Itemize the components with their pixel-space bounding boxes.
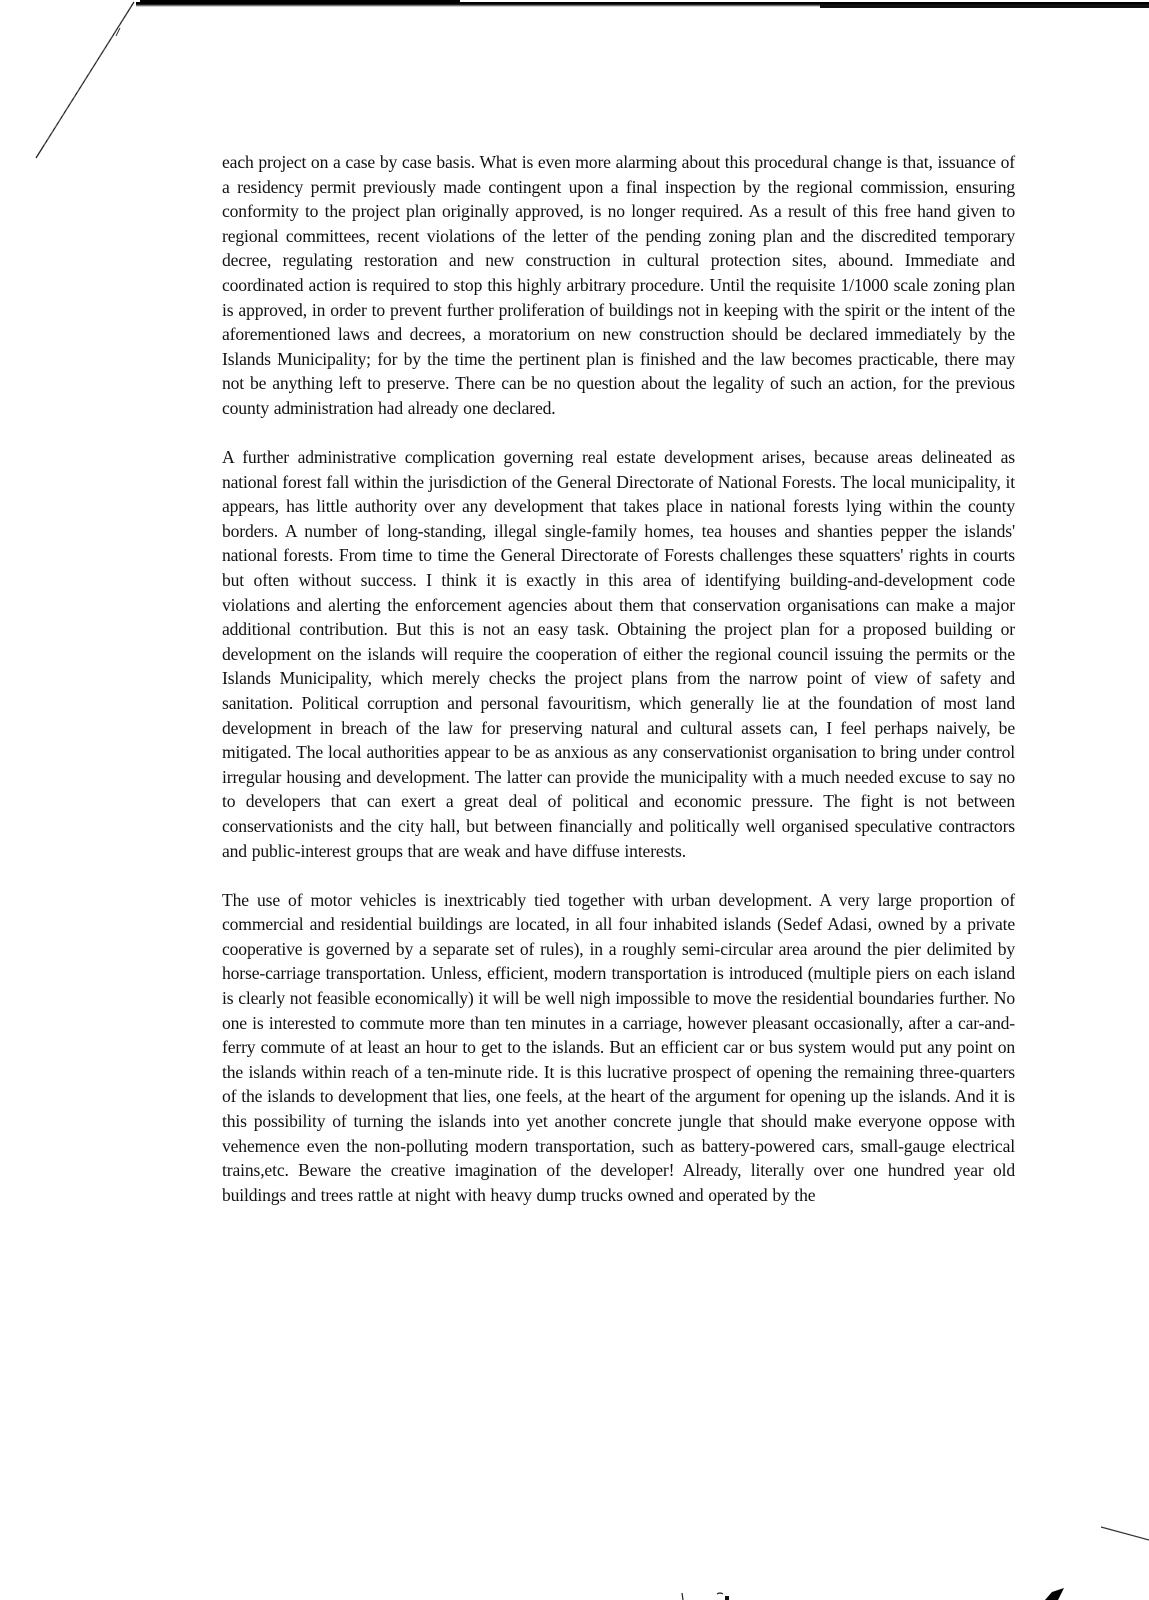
scan-diagonal-line-artifact	[0, 0, 160, 170]
paragraph-3: The use of motor vehicles is inextricably tied together with urban development. A very large proportion of commercial and residential buildings are located, in all four inhabited islands (Sedef Adasi, owned by a private cooperative is governed by a separate set of rules), in a roughly semi-circular area around the pier delimited by horse-carriage transportation. Unless, efficient, modern transportation is introduced (multiple piers on each island is clearly not feasible economically) it will be well nigh impossible to move the residential boundaries further. No one is interested to commute more than ten minutes in a carriage, however pleasant occasionally, after a car-and-ferry commute of at least an hour to get to the islands. But an efficient car or bus system would put any point on the islands within reach of a ten-minute ride. It is this lucrative prospect of opening the remaining three-quarters of the islands to development that lies, one feels, at the heart of the argument for opening up the islands. And it is this possibility of turning the islands into yet another concrete jungle that should make everyone oppose with vehemence even the non-polluting modern transportation, such as battery-powered cars, small-gauge electrical trains,etc. Beware the creative imagination of the developer! Already, literally over one hundred year old buildings and trees rattle at night with heavy dump trucks owned and operated by the	[222, 889, 1015, 1205]
scan-top-border-mark-right	[820, 4, 1149, 8]
paragraph-2: A further administrative complication governing real estate development arises, because areas delineated as national forest fall within the jurisdiction of the General Directorate of National Forests. The local municipality, it appears, has little authority over any development that takes place in national forests lying within the county borders. A number of long-standing, illegal single-family homes, tea houses and shanties pepper the islands' national forests. From time to time the General Directorate of Forests challenges these squatters' rights in courts but often without success. I think it is exactly in this area of identifying building-and-development code violations and alerting the enforcement agencies about them that conservation organisations can make a major additional contribution. But this is not an easy task. Obtaining the project plan for a proposed building or development on the islands will require the cooperation of either the regional council issuing the permits or the Islands Municipality, which merely checks the project plans from the narrow point of view of safety and sanitation. Political corruption and personal favouritism, which generally lie at the foundation of most land development in breach of the law for preserving natural and cultural assets can, I feel perhaps naively, be mitigated. The local authorities appear to be as anxious as any conservationist organisation to bring under control irregular housing and development. The latter can provide the municipality with a much needed excuse to say no to developers that can exert a great deal of political and economic pressure. The fight is not between conservationists and the city hall, but between financially and politically well organised speculative contractors and public-interest groups that are weak and have diffuse interests.	[222, 447, 1015, 861]
scan-bottom-artifacts	[0, 1480, 1149, 1600]
document-body	[222, 150, 1015, 1232]
paragraph-1: each project on a case by case basis. What is even more alarming about this procedural change is that, issuance of a residency permit previously made contingent upon a final inspection by the regional commission, ensuring conformity to the project plan originally approved, is no longer required. As a result of this free hand given to regional committees, recent violations of the letter of the pending zoning plan and the discredited temporary decree, regulating restoration and new construction in cultural protection sites, abound. Immediate and coordinated action is required to stop this highly arbitrary procedure. Until the requisite 1/1000 scale zoning plan is approved, in order to prevent further proliferation of buildings not in keeping with the spirit or the intent of the aforementioned laws and decrees, a moratorium on new construction should be declared immediately by the Islands Municipality; for by the time the pertinent plan is finished and the law becomes practicable, there may not be anything left to preserve. There can be no question about the legality of such an action, for the previous county administration had already one declared.	[222, 152, 1015, 418]
scan-top-border-mark	[140, 0, 460, 4]
